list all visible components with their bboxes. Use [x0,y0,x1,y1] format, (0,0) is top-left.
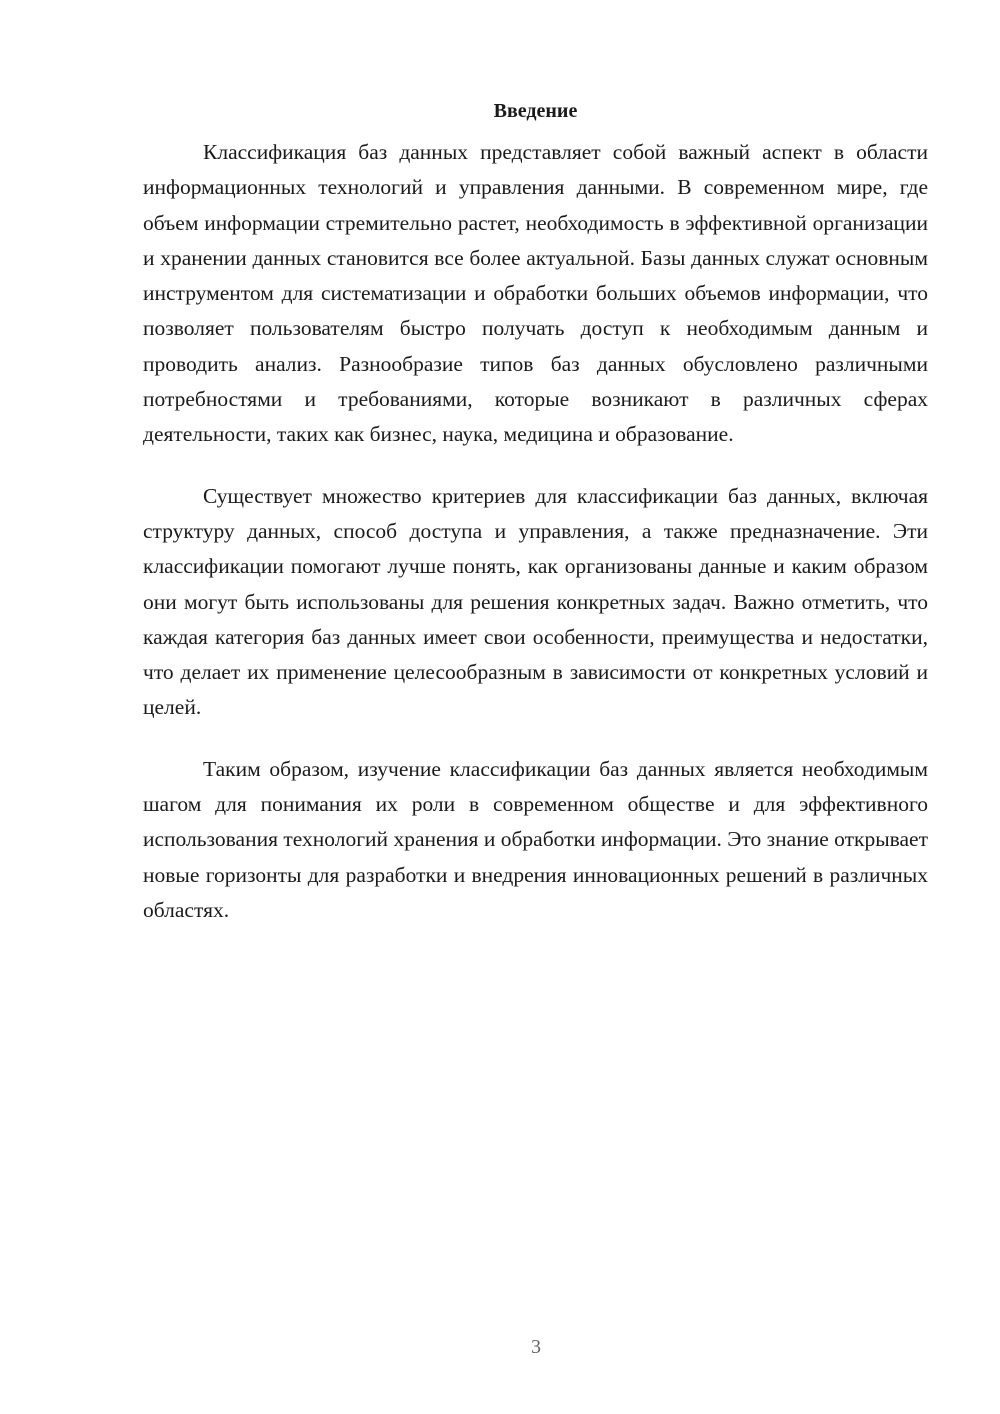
paragraph-3: Таким образом, изучение классификации баз данных является необходимым шагом для понимания их роли в современном обществе и для эффективного использования технологий хранения и обработки информации. Это знание открывает новые горизонты для разработки и внедрения инновационных решений в различных областях. [143,756,928,922]
paragraph-2: Существует множество критериев для классификации баз данных, включая структуру данных, способ доступа и управления, а также предназначение. Эти классификации помогают лучше понять, как организованы данные и каким образом они могут быть использованы для решения конкретных задач. Важно отметить, что каждая категория баз данных имеет свои особенности, преимущества и недостатки, что делает их применение целесообразным в зависимости от конкретных условий и целей. [143,483,928,720]
section-heading: Введение [493,100,578,122]
page-content [143,96,928,928]
paragraph-1: Классификация баз данных представляет собой важный аспект в области информационных технологий и управления данными. В современном мире, где объем информации стремительно растет, необходимость в эффективной организации и хранении данных становится все более актуальной. Базы данных служат основным инструментом для систематизации и обработки больших объемов информации, что позволяет пользователям быстро получать доступ к необходимым данным и проводить анализ. Разнообразие типов баз данных обусловлено различными потребностями и требованиями, которые возникают в различных сферах деятельности, таких как бизнес, наука, медицина и образование. [143,140,928,447]
page-number: 3 [531,1336,541,1358]
